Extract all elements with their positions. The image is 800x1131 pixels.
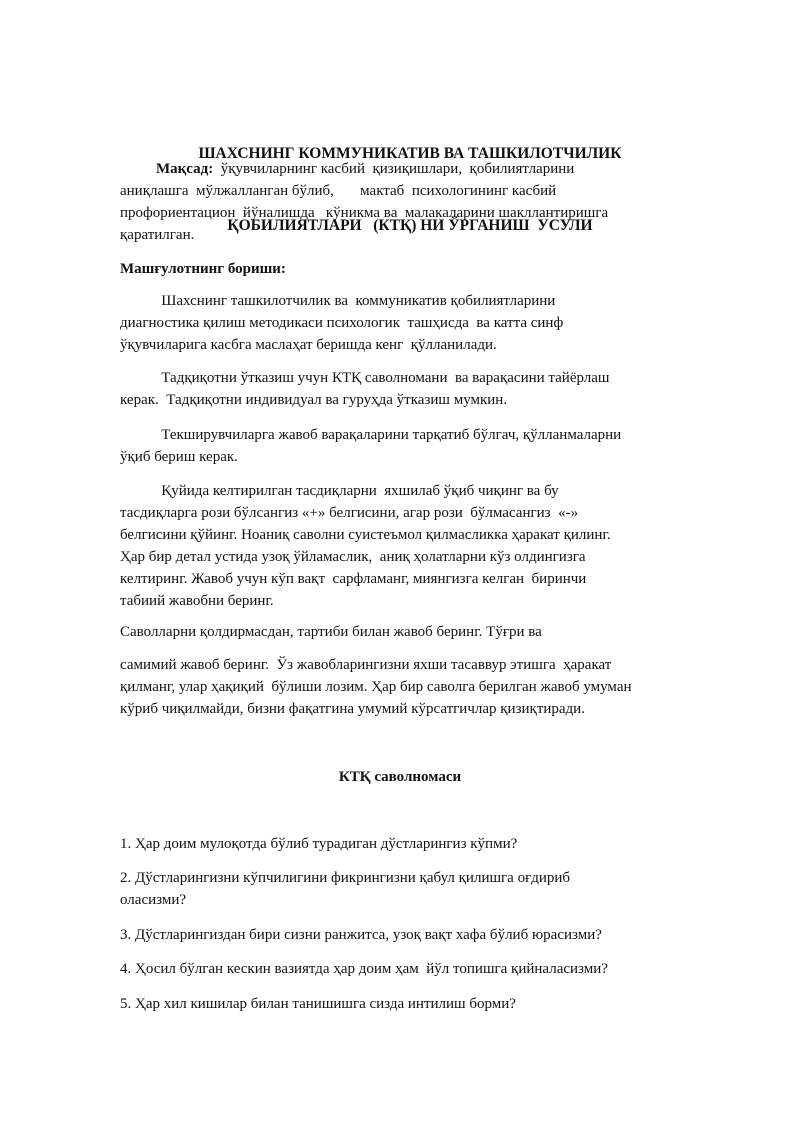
paragraph	[120, 654, 680, 720]
paragraph-line: Қуйида келтирилган тасдиқларни яхшилаб ўқиб чиқинг ва бу	[120, 483, 559, 499]
paragraph	[120, 621, 680, 643]
questionnaire-heading: КТҚ саволномаси	[338, 769, 462, 785]
question-item	[120, 958, 680, 980]
paragraph-line: ўқувчиларига касбга маслаҳат беришда кенг қўлланилади.	[120, 337, 497, 353]
paragraph-line: ўқиб бериш керак.	[120, 449, 238, 465]
paragraph-line: табиий жавобни беринг.	[120, 593, 274, 609]
goal-first-line	[120, 158, 680, 180]
paragraph-line: қилманг, улар ҳақиқий бўлиши лозим. Ҳар бир саволга берилган жавоб умуман	[120, 679, 632, 695]
question-line: 3. Дўстларингиздан бири сизни ранжитса, узоқ вақт хафа бўлиб юрасизми?	[120, 927, 602, 943]
paragraph-line: Шахснинг ташкилотчилик ва коммуникатив қобилиятларини	[120, 293, 556, 309]
question-item	[120, 867, 680, 911]
question-item	[120, 993, 680, 1015]
paragraph-line: диагностика қилиш методикаси психологик ташҳисда ва катта синф	[120, 315, 564, 331]
paragraph	[120, 480, 680, 612]
question-line: 4. Ҳосил бўлган кескин вазиятда ҳар доим ҳам йўл топишга қийналасизми?	[120, 961, 608, 977]
goal-line: аниқлашга мўлжалланган бўлиб, мактаб психологининг касбий	[120, 183, 557, 199]
paragraph-line: тасдиқларга рози бўлсангиз «+» белгисини, агар рози бўлмасангиз «-»	[120, 505, 579, 521]
procedure-heading: Машғулотнинг бориши:	[120, 261, 286, 277]
goal-line: профориентацион йўналишда кўникма ва малакаларини шакллантиришга	[120, 205, 609, 221]
paragraph	[120, 424, 680, 468]
paragraph-line: келтиринг. Жавоб учун кўп вақт сарфламанг, миянгизга келган биринчи	[120, 571, 587, 587]
paragraph-line: Ҳар бир детал устида узоқ ўйламаслик, аниқ ҳолатларни кўз олдингизга	[120, 549, 586, 565]
goal-line: қаратилган.	[120, 227, 195, 243]
goal-label: Мақсад:	[156, 161, 214, 177]
goal-paragraph	[120, 158, 680, 246]
paragraph-line: керак. Тадқиқотни индивидуал ва гуруҳда ўтказиш мумкин.	[120, 392, 508, 408]
paragraph-line: Тадқиқотни ўтказиш учун КТҚ саволномани ва варақасини тайёрлаш	[120, 370, 610, 386]
question-line: 1. Ҳар доим мулоқотда бўлиб турадиган дўстларингиз кўпми?	[120, 836, 518, 852]
paragraph	[120, 290, 680, 356]
paragraph-line: кўриб чиқилмайди, бизни фақатгина умумий кўрсатгичлар қизиқтиради.	[120, 701, 585, 717]
goal-text: ўқувчиларнинг касбий қизиқишлари, қобилиятларини	[213, 161, 575, 177]
title-line: ШАХСНИНГ КОММУНИКАТИВ ВА ТАШКИЛОТЧИЛИК	[198, 145, 622, 162]
paragraph	[120, 367, 680, 411]
question-line: 5. Ҳар хил кишилар билан танишишга сизда интилиш борми?	[120, 996, 516, 1012]
question-item	[120, 833, 680, 855]
question-line: 2. Дўстларингизни кўпчилигини фикрингизни қабул қилишга оғдириб	[120, 870, 571, 886]
paragraph-line: Саволларни қолдирмасдан, тартиби билан жавоб беринг. Тўғри ва	[120, 624, 542, 640]
paragraph-line: Текширувчиларга жавоб варақаларини тарқатиб бўлгач, қўлланмаларни	[120, 427, 622, 443]
question-item	[120, 924, 680, 946]
title-line: ҚОБИЛИЯТЛАРИ (КТҚ) НИ ЎРГАНИШ УСУЛИ	[227, 217, 593, 234]
question-line: оласизми?	[120, 892, 187, 908]
paragraph-line: белгисини қўйинг. Ноаниқ саволни суистеъмол қилмасликка ҳаракат қилинг.	[120, 527, 611, 543]
paragraph-line: самимий жавоб беринг. Ўз жавобларингизни яхши тасаввур этишга ҳаракат	[120, 657, 612, 673]
